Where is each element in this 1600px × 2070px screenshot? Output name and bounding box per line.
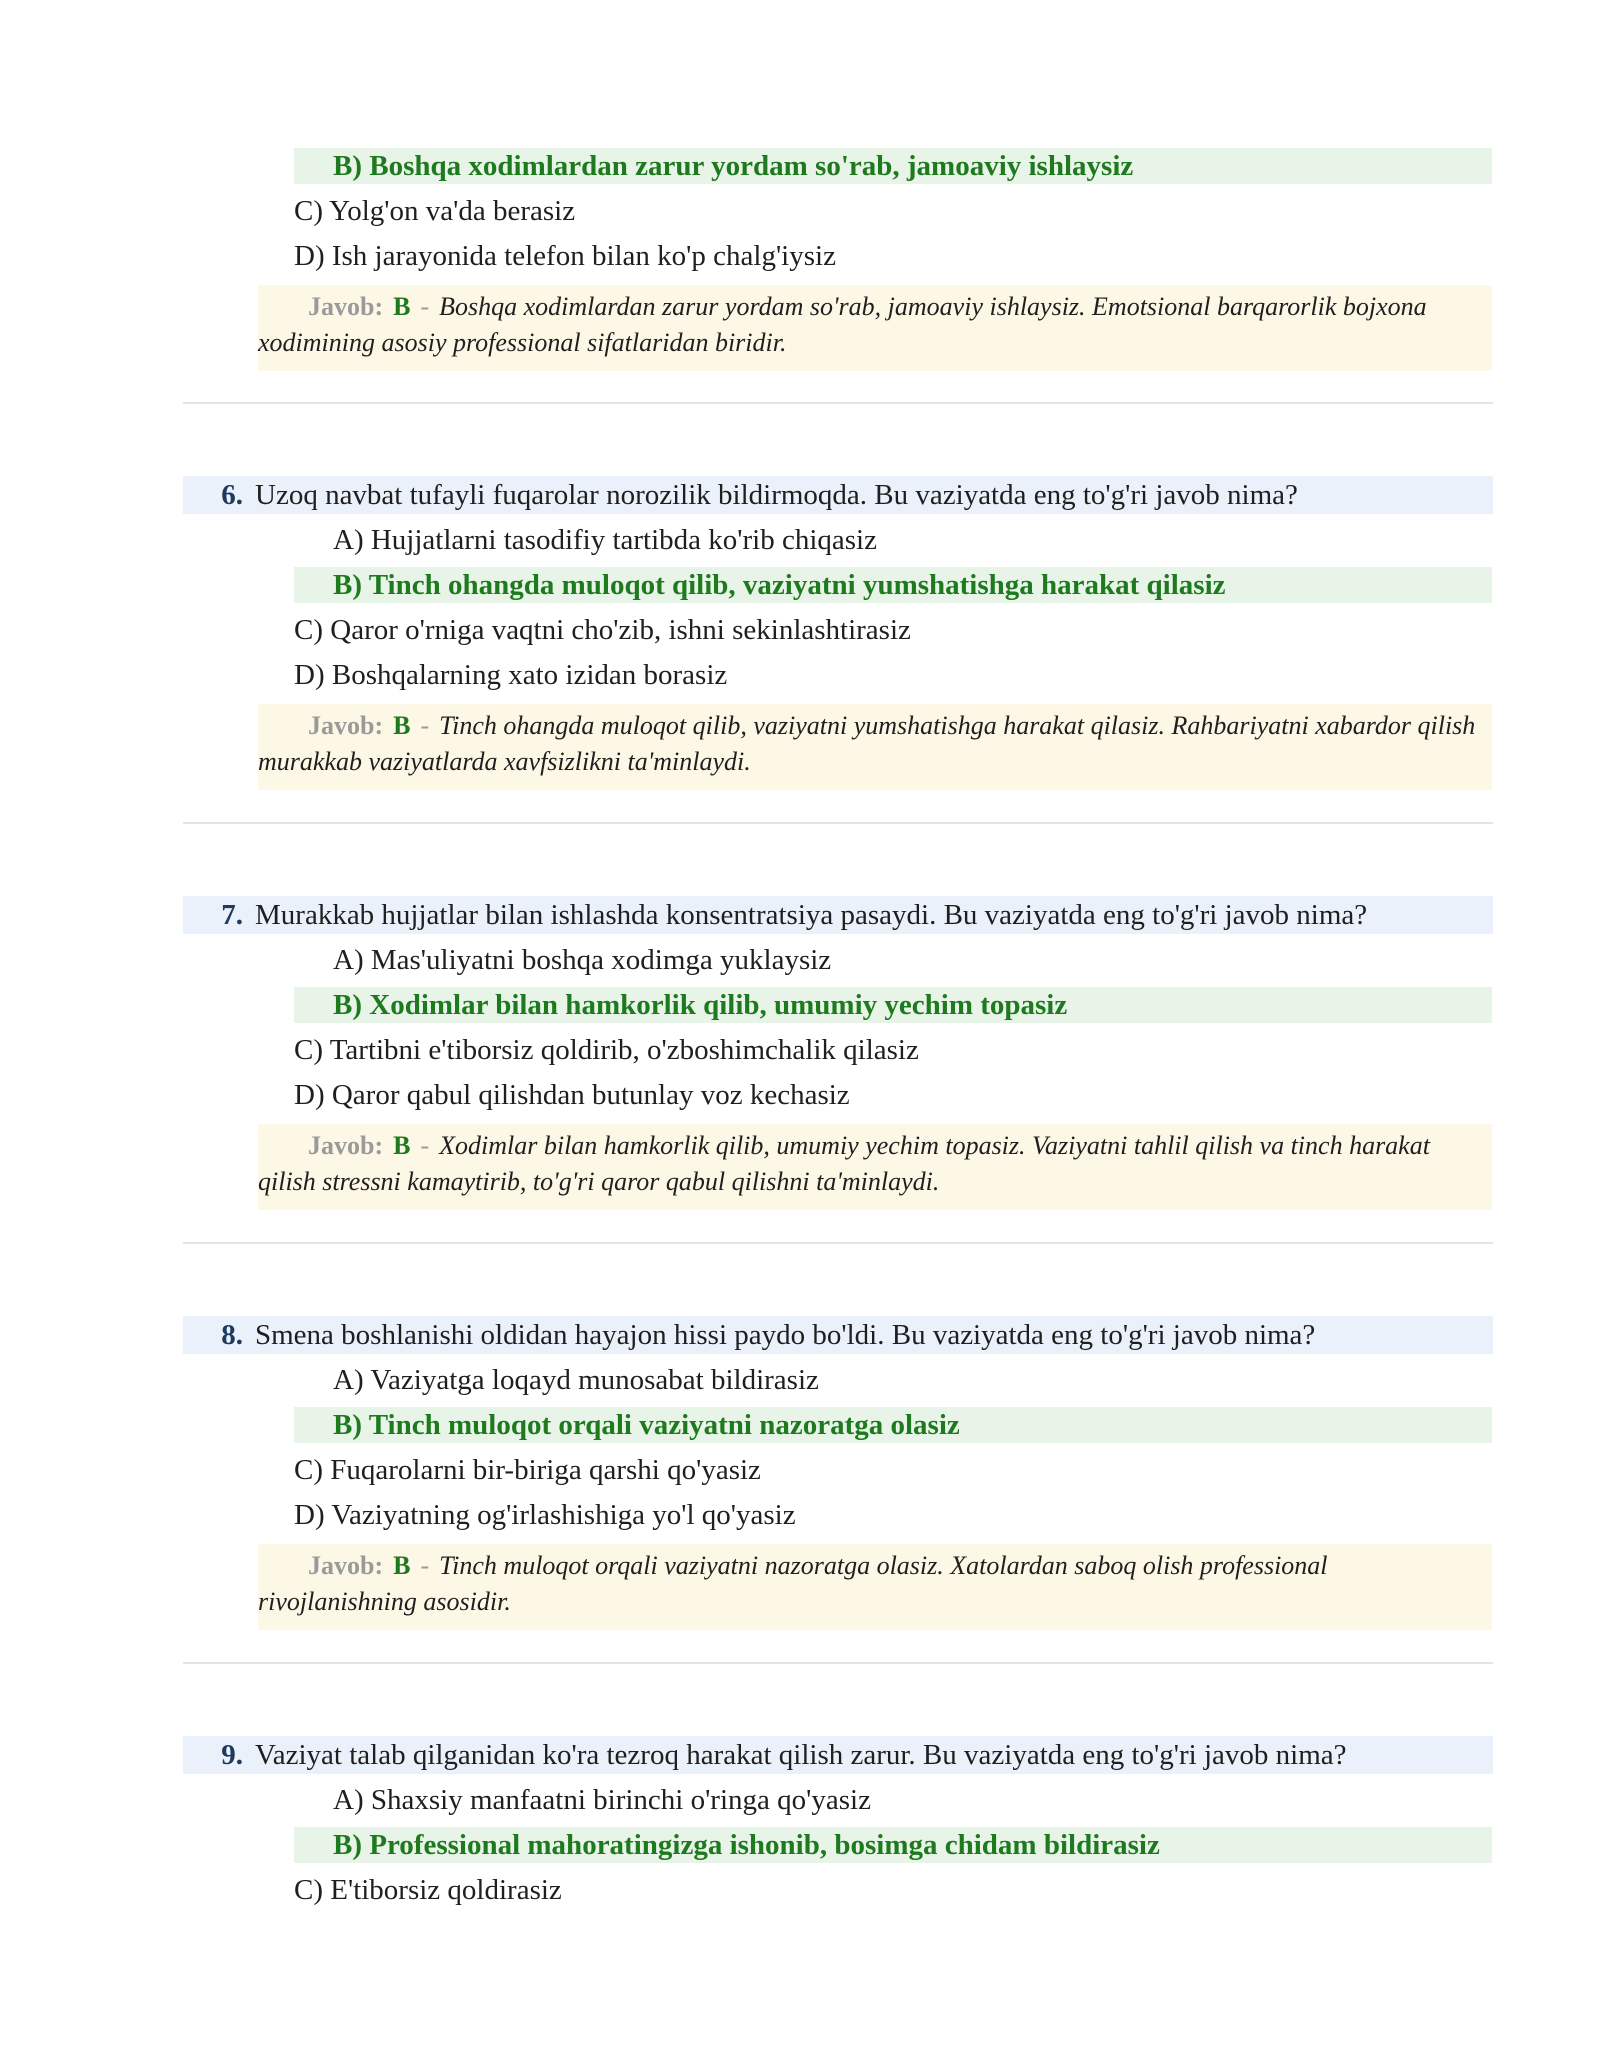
divider [183, 1662, 1493, 1664]
option-correct: B) Boshqa xodimlardan zarur yordam so'rab, jamoaviy ishlaysiz [294, 148, 1492, 184]
divider [183, 822, 1493, 824]
option: D) Qaror qabul qilishdan butunlay voz kechasiz [294, 1079, 850, 1111]
option: C) Tartibni e'tiborsiz qoldirib, o'zboshimchalik qilasiz [294, 1034, 919, 1066]
question-number: 8. [221, 1319, 243, 1351]
answer-text: Xodimlar bilan hamkorlik qilib, umumiy yechim topasiz. Vaziyatni tahlil qilish va tinch harakat qilish stressni kamaytirib, to'g'ri qaror qabul qilishni ta'minlaydi. [258, 1131, 1430, 1196]
answer-label: Javob: [308, 1131, 384, 1160]
option: A) Mas'uliyatni boshqa xodimga yuklaysiz [333, 944, 832, 976]
answer-letter: B [393, 711, 411, 740]
answer-label: Javob: [308, 711, 384, 740]
question-8 [183, 1316, 1493, 1354]
answer-letter: B [393, 1551, 411, 1580]
question-number: 6. [221, 479, 243, 511]
option-correct: B) Xodimlar bilan hamkorlik qilib, umumiy yechim topasiz [294, 987, 1492, 1023]
answer-letter: B [393, 1131, 411, 1160]
answer-box [258, 1544, 1492, 1630]
option: A) Vaziyatga loqayd munosabat bildirasiz [333, 1364, 819, 1396]
divider [183, 1242, 1493, 1244]
option: A) Hujjatlarni tasodifiy tartibda ko'rib chiqasiz [333, 524, 877, 556]
answer-label: Javob: [308, 1551, 384, 1580]
question-text: Uzoq navbat tufayli fuqarolar norozilik bildirmoqda. Bu vaziyatda eng to'g'ri javob nima? [255, 479, 1298, 511]
question-number: 7. [221, 899, 243, 931]
answer-label: Javob: [308, 292, 384, 321]
option-correct: B) Tinch muloqot orqali vaziyatni nazoratga olasiz [294, 1407, 1492, 1443]
divider [183, 402, 1493, 404]
answer-dash: - [420, 292, 430, 321]
question-6 [183, 476, 1493, 514]
question-number: 9. [221, 1739, 243, 1771]
answer-box [258, 1124, 1492, 1210]
answer-box [258, 285, 1492, 371]
answer-text: Tinch muloqot orqali vaziyatni nazoratga olasiz. Xatolardan saboq olish professional rivojlanishning asosidir. [258, 1551, 1328, 1616]
option: A) Shaxsiy manfaatni birinchi o'ringa qo'yasiz [333, 1784, 871, 1816]
option-correct: B) Professional mahoratingizga ishonib, bosimga chidam bildirasiz [294, 1827, 1492, 1863]
option-correct: B) Tinch ohangda muloqot qilib, vaziyatni yumshatishga harakat qilasiz [294, 567, 1492, 603]
question-9 [183, 1736, 1493, 1774]
question-text: Smena boshlanishi oldidan hayajon hissi paydo bo'ldi. Bu vaziyatda eng to'g'ri javob nima? [255, 1319, 1316, 1351]
answer-box [258, 704, 1492, 790]
answer-letter: B [393, 292, 411, 321]
question-7 [183, 896, 1493, 934]
option: C) Yolg'on va'da berasiz [294, 195, 576, 227]
question-text: Murakkab hujjatlar bilan ishlashda konsentratsiya pasaydi. Bu vaziyatda eng to'g'ri javob nima? [255, 899, 1368, 931]
option: C) E'tiborsiz qoldirasiz [294, 1874, 562, 1906]
option: D) Boshqalarning xato izidan borasiz [294, 659, 728, 691]
option: D) Ish jarayonida telefon bilan ko'p chalg'iysiz [294, 240, 836, 272]
answer-dash: - [420, 1551, 430, 1580]
answer-dash: - [420, 711, 430, 740]
answer-text: Tinch ohangda muloqot qilib, vaziyatni yumshatishga harakat qilasiz. Rahbariyatni xabardor qilish murakkab vaziyatlarda xavfsizlikni ta'minlaydi. [258, 711, 1476, 776]
question-text: Vaziyat talab qilganidan ko'ra tezroq harakat qilish zarur. Bu vaziyatda eng to'g'ri javob nima? [255, 1739, 1347, 1771]
option: C) Fuqarolarni bir-biriga qarshi qo'yasiz [294, 1454, 761, 1486]
option: D) Vaziyatning og'irlashishiga yo'l qo'yasiz [294, 1499, 796, 1531]
option: C) Qaror o'rniga vaqtni cho'zib, ishni sekinlashtirasiz [294, 614, 911, 646]
answer-dash: - [420, 1131, 430, 1160]
answer-text: Boshqa xodimlardan zarur yordam so'rab, jamoaviy ishlaysiz. Emotsional barqarorlik bojxona xodimining asosiy professional sifatlaridan biridir. [258, 292, 1427, 357]
